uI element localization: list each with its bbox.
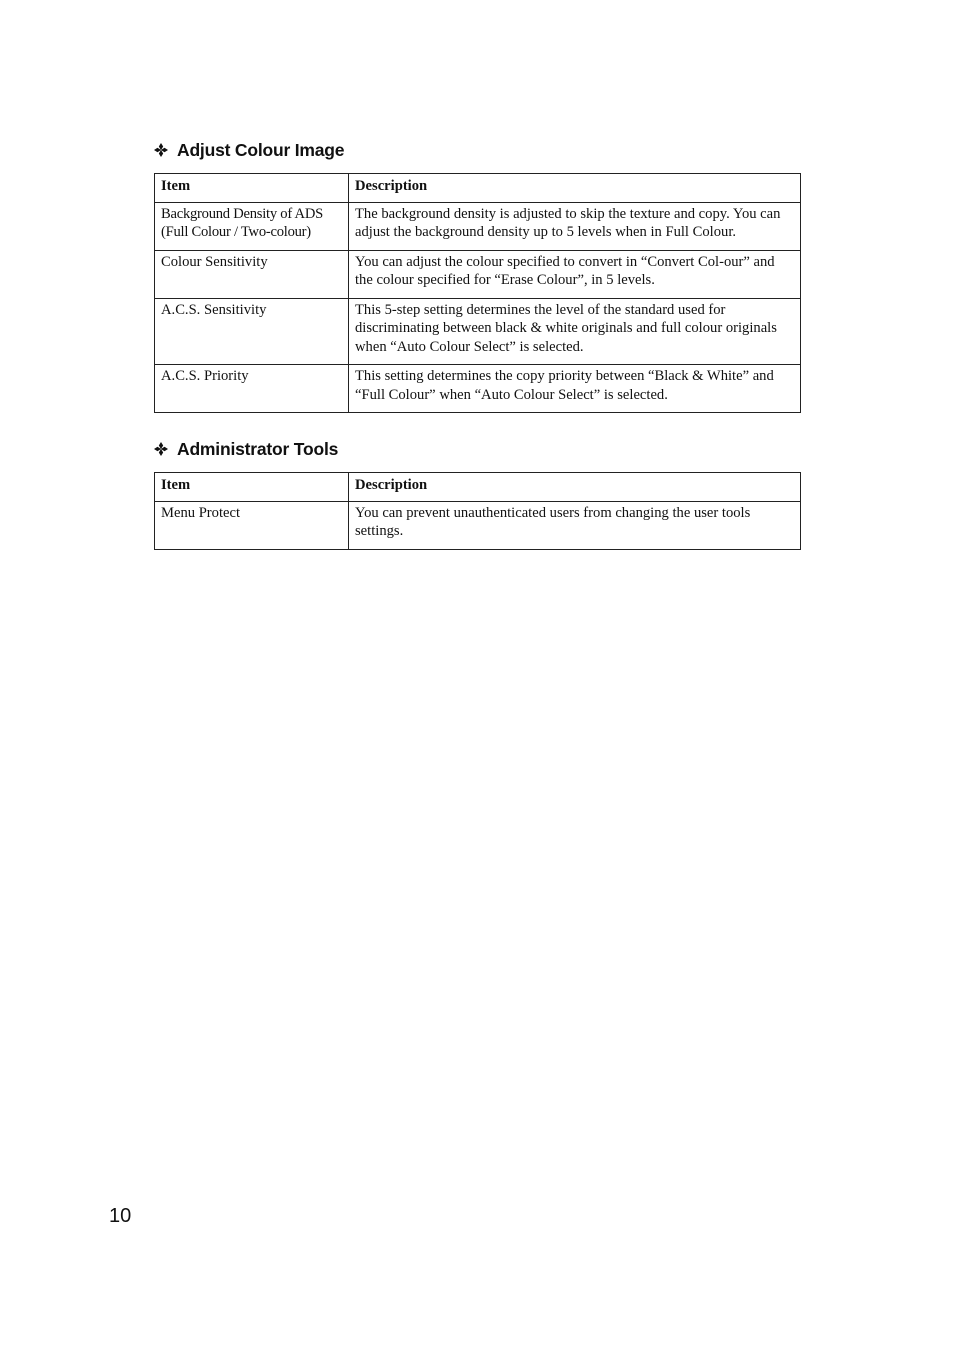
four-diamond-bullet-icon [154, 143, 168, 157]
section-heading [154, 138, 800, 162]
settings-table [154, 472, 801, 550]
section-title: Adjust Colour Image [177, 139, 345, 160]
description-cell: This 5-step setting determines the level of the standard used for discriminating between black & white originals and full colour originals when “Auto Colour Select” is selected. [349, 298, 801, 365]
table-header-row [155, 174, 801, 203]
description-cell: You can prevent unauthenticated users from changing the user tools settings. [349, 501, 801, 549]
item-cell: Menu Protect [155, 501, 349, 549]
section-heading [154, 437, 800, 461]
item-cell: Colour Sensitivity [155, 250, 349, 298]
table-row [155, 202, 801, 250]
description-cell: This setting determines the copy priority between “Black & White” and “Full Colour” when “Auto Colour Select” is selected. [349, 365, 801, 413]
description-cell: The background density is adjusted to skip the texture and copy. You can adjust the background density up to 5 levels when in Full Colour. [349, 202, 801, 250]
four-diamond-bullet-icon [154, 442, 168, 456]
column-header-item: Item [155, 174, 349, 203]
description-cell: You can adjust the colour specified to convert in “Convert Col-our” and the colour specified for “Erase Colour”, in 5 levels. [349, 250, 801, 298]
table-row [155, 501, 801, 549]
page-number: 10 [109, 1205, 132, 1227]
section-title: Administrator Tools [177, 438, 339, 459]
item-cell: Background Density of ADS (Full Colour / Two-colour) [155, 202, 349, 250]
table-row [155, 298, 801, 365]
item-cell: A.C.S. Sensitivity [155, 298, 349, 365]
table-header-row [155, 473, 801, 502]
column-header-description: Description [349, 473, 801, 502]
table-row [155, 365, 801, 413]
item-cell: A.C.S. Priority [155, 365, 349, 413]
section-administrator-tools [154, 437, 800, 550]
column-header-item: Item [155, 473, 349, 502]
column-header-description: Description [349, 174, 801, 203]
section-adjust-colour-image [154, 138, 800, 413]
settings-table [154, 173, 801, 413]
table-row [155, 250, 801, 298]
